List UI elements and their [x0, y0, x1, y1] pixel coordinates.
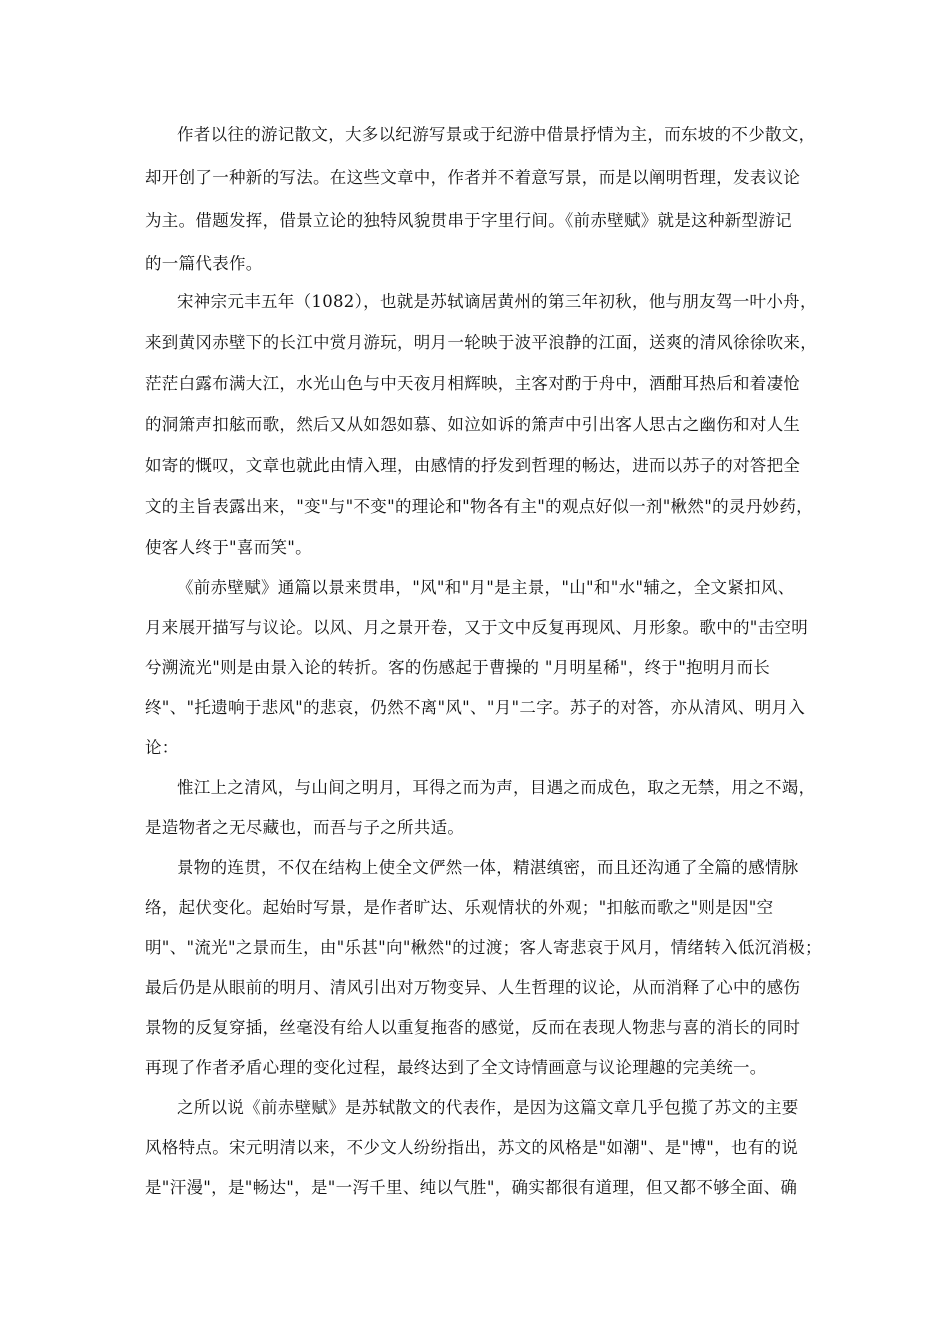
text-line: 最后仍是从眼前的明月、清风引出对万物变异、人生哲理的议论，从而消释了心中的感伤 [145, 978, 801, 997]
text-line: 却开创了一种新的写法。在这些文章中，作者并不着意写景，而是以阐明哲理，发表议论 [145, 168, 801, 187]
text-line: 络，起伏变化。起始时写景，是作者旷达、乐观情状的外观；"扣舷而歌之"则是因"空 [145, 898, 774, 917]
text-line: 月来展开描写与议论。以风、月之景开卷，又于文中反复再现风、月形象。歌中的"击空明 [145, 618, 809, 637]
text-line: 的洞箫声扣舷而歌，然后又从如怨如慕、如泣如诉的箫声中引出客人思古之幽伤和对人生 [145, 415, 801, 434]
text-line: 的一篇代表作。 [145, 254, 263, 273]
text-line: 为主。借题发挥，借景立论的独特风貌贯串于字里行间。《前赤壁赋》就是这种新型游记 [145, 211, 792, 230]
text-line: 文的主旨表露出来，"变"与"不变"的理论和"物各有主"的观点好似一剂"楸然"的灵丹妙药， [145, 497, 813, 516]
text-line: 来到黄冈赤壁下的长江中赏月游玩，明月一轮映于波平浪静的江面，送爽的清风徐徐吹来， [145, 333, 817, 352]
text-line: 使客人终于"喜而笑"。 [145, 538, 312, 557]
text-line: 是"汗漫"，是"畅达"，是"一泻千里、纯以气胜"，确实都很有道理，但又都不够全面、确 [145, 1178, 798, 1197]
text-line: 之所以说《前赤壁赋》是苏轼散文的代表作，是因为这篇文章几乎包揽了苏文的主要 [177, 1098, 799, 1117]
text-line: 《前赤壁赋》通篇以景来贯串，"风"和"月"是主景，"山"和"水"辅之，全文紧扣风、 [177, 578, 795, 597]
text-line: 是造物者之无尽藏也，而吾与子之所共适。 [145, 818, 465, 837]
text-line: 惟江上之清风，与山间之明月，耳得之而为声，目遇之而成色，取之无禁，用之不竭， [177, 778, 816, 797]
text-line: 景物的反复穿插，丝毫没有给人以重复拖沓的感觉，反而在表现人物悲与喜的消长的同时 [145, 1018, 801, 1037]
text-line: 兮溯流光"则是由景入论的转折。客的伤感起于曹操的 "月明星稀"，终于"抱明月而长 [145, 658, 771, 677]
text-line: 宋神宗元丰五年（1082），也就是苏轼谪居黄州的第三年初秋，他与朋友驾一叶小舟， [177, 292, 817, 311]
text-line: 风格特点。宋元明清以来，不少文人纷纷指出，苏文的风格是"如潮"、是"博"，也有的说 [145, 1138, 799, 1157]
text-line: 终"、"托遗响于悲风"的悲哀，仍然不离"风"、"月"二字。苏子的对答，亦从清风、明月入 [145, 698, 806, 717]
text-line: 茫茫白露布满大江，水光山色与中天夜月相辉映，主客对酌于舟中，酒酣耳热后和着凄怆 [145, 374, 801, 393]
text-line: 再现了作者矛盾心理的变化过程，最终达到了全文诗情画意与议论理趣的完美统一。 [145, 1058, 767, 1077]
text-line: 如寄的慨叹，文章也就此由情入理，由感情的抒发到哲理的畅达，进而以苏子的对答把全 [145, 456, 801, 475]
text-line: 明"、"流光"之景而生，由"乐甚"向"楸然"的过渡；客人寄悲哀于风月，情绪转入低沉消极； [145, 938, 822, 957]
text-line: 作者以往的游记散文，大多以纪游写景或于纪游中借景抒情为主，而东坡的不少散文， [177, 125, 816, 144]
text-line: 论： [145, 738, 179, 757]
text-line: 景物的连贯，不仅在结构上使全文俨然一体，精湛缜密，而且还沟通了全篇的感情脉 [177, 858, 799, 877]
